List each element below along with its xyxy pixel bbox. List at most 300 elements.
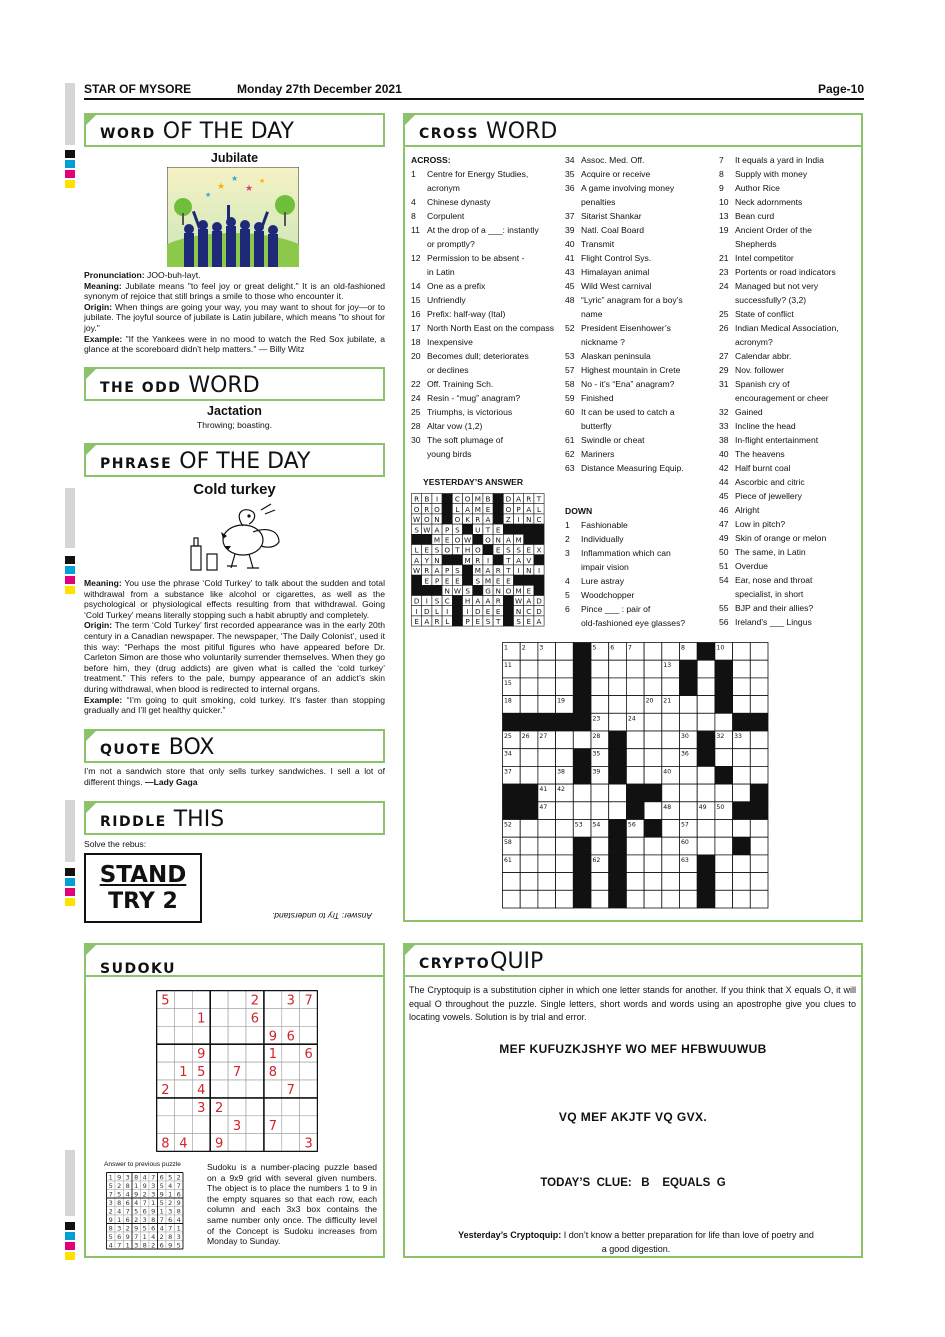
clue-text: Mariners (581, 449, 615, 459)
black-square (573, 713, 591, 731)
clue (565, 265, 649, 279)
clue-text: or promptly? (427, 239, 475, 249)
answer-letter: E (455, 576, 460, 586)
answer-letter: A (485, 566, 491, 576)
clue (565, 574, 624, 588)
sudoku-cell (174, 1008, 192, 1026)
grid-cell (750, 873, 768, 891)
grid-cell (662, 749, 680, 767)
answer-letter: T (455, 545, 460, 555)
prev-digit: 4 (151, 1232, 156, 1241)
grid-cell (733, 820, 751, 838)
label: Origin: (84, 620, 113, 631)
svg-text:★: ★ (259, 177, 266, 185)
black-square (573, 696, 591, 714)
sudoku-digit: 3 (197, 1100, 206, 1116)
answer-letter: M (464, 555, 471, 565)
sudoku-digit: 1 (179, 1065, 188, 1081)
prev-digit: 2 (176, 1173, 181, 1182)
clue-number: 1 (411, 169, 416, 179)
reg-yellow (65, 1252, 75, 1260)
black-square (463, 565, 473, 575)
answer-letter: L (455, 504, 460, 514)
prev-digit: 9 (134, 1224, 139, 1233)
clue-text: President Eisenhower’s (581, 323, 671, 333)
clue (719, 405, 763, 419)
clue (411, 433, 503, 447)
clue-text: Triumphs, is victorious (427, 407, 513, 417)
clue (719, 223, 812, 237)
grid-cell (644, 802, 662, 820)
black-square (573, 873, 591, 891)
grid-cell (609, 660, 627, 678)
clue-text: young birds (427, 449, 472, 459)
prev-digit: 1 (176, 1224, 181, 1233)
grid-number: 47 (539, 803, 548, 811)
black-square (442, 555, 452, 565)
reg-black (65, 1222, 75, 1230)
margin-bar (65, 1150, 75, 1216)
sudoku-cell (210, 1062, 228, 1080)
clue-number: 19 (719, 225, 729, 235)
grid-cell (662, 890, 680, 908)
answer-letter: N (526, 515, 532, 525)
clue-number: 18 (411, 337, 421, 347)
grid-cell (715, 820, 733, 838)
grid-cell (644, 873, 662, 891)
masthead (84, 80, 864, 100)
clue-number: 29 (719, 365, 729, 375)
clue-text: Off. Training Sch. (427, 379, 494, 389)
sudoku-digit: 4 (179, 1136, 188, 1152)
clue (565, 167, 650, 181)
black-square (697, 873, 715, 891)
clue-text: Finished (581, 393, 614, 403)
clue-number: 37 (565, 211, 575, 221)
clue-text: Alaskan peninsula (581, 351, 651, 361)
clue-number: 48 (565, 295, 575, 305)
prev-digit: 9 (159, 1190, 164, 1199)
answer-letter: A (434, 566, 440, 576)
answer-letter: S (485, 617, 491, 627)
answer-letter: T (506, 555, 511, 565)
clue (411, 405, 512, 419)
prev-digit: 8 (176, 1207, 181, 1216)
prev-digit: 9 (176, 1198, 181, 1207)
yesterday-solution: I don’t know a better preparation for life than love of poetry and a good digestion. (561, 1230, 814, 1254)
grid-cell (538, 820, 556, 838)
clue-text: Altar vow (1,2) (427, 421, 483, 431)
grid-cell (750, 749, 768, 767)
black-square (493, 514, 503, 524)
grid-number: 2 (521, 644, 526, 652)
black-square (452, 606, 462, 616)
clue-number: 25 (411, 407, 421, 417)
grid-number: 12 (574, 662, 583, 670)
answer-letter: I (517, 515, 520, 525)
answer-letter: P (445, 566, 450, 576)
grid-cell (715, 837, 733, 855)
heading-big: OF THE DAY (179, 449, 311, 474)
clue (565, 391, 613, 405)
grid-number: 17 (681, 679, 689, 687)
answer-letter: M (474, 494, 481, 504)
black-square (534, 524, 544, 534)
answer-letter: A (505, 535, 511, 545)
heading-small: CROSS (419, 126, 479, 142)
answer-letter: R (424, 504, 430, 514)
clue-text: Intel competitor (735, 253, 794, 263)
grid-cell (680, 784, 698, 802)
grid-number: 33 (734, 733, 742, 740)
clue-text: Skin of orange or melon (735, 533, 827, 543)
prev-digit: 2 (108, 1207, 113, 1216)
grid-cell (573, 802, 591, 820)
answer-letter: L (536, 504, 542, 514)
answer-letter: N (434, 555, 440, 565)
grid-cell (662, 713, 680, 731)
black-square (626, 802, 644, 820)
answer-letter: E (506, 576, 511, 586)
grid-cell (733, 660, 751, 678)
answer-letter: E (485, 504, 491, 514)
sudoku-digit: 2 (215, 1100, 224, 1116)
grid-cell (520, 766, 538, 784)
clue-text: Wild West carnival (581, 281, 652, 291)
clue-text: Incline the head (735, 421, 796, 431)
clue-text: In-flight entertainment (735, 435, 819, 445)
sudoku-cell (300, 1080, 318, 1098)
answer-letter: O (474, 545, 481, 555)
clue-text: It can be used to catch a (581, 407, 675, 417)
grid-cell (662, 837, 680, 855)
clue (411, 223, 539, 237)
grid-cell (573, 731, 591, 749)
grid-cell (750, 678, 768, 696)
paper-name: STAR OF MYSORE (84, 82, 192, 96)
clue-text: Centre for Energy Studies, (427, 169, 529, 179)
margin-bar (65, 83, 75, 145)
prev-digit: 3 (125, 1173, 130, 1182)
prev-digit: 6 (176, 1190, 181, 1199)
grid-cell (556, 802, 574, 820)
grid-cell (680, 890, 698, 908)
sudoku-cell (264, 1098, 282, 1116)
clue-number: 27 (719, 351, 729, 361)
answer-letter: E (444, 535, 450, 545)
label: Example: (84, 694, 123, 705)
sudoku-cell (174, 1026, 192, 1044)
answer-letter: W (515, 596, 523, 606)
answer-letter: A (434, 525, 440, 535)
heading-small: CRYPTO (419, 956, 491, 972)
black-square (573, 766, 591, 784)
clue-text: Ear, nose and throat (735, 575, 813, 585)
clue (719, 307, 794, 321)
clue-text: Becomes dull; deteriorates (427, 351, 529, 361)
grid-cell (626, 731, 644, 749)
answer-letter: R (424, 566, 430, 576)
example: “I’m going to quit smoking, cold turkey. It’s faster than stopping gradually and I’ll get healthy quicker.” (84, 694, 385, 716)
word-of-day-text (84, 270, 385, 355)
prev-digit: 4 (108, 1241, 113, 1250)
answer-letter: E (526, 586, 532, 596)
answer-letter: U (475, 525, 481, 535)
grid-number: 1 (504, 644, 508, 652)
black-square (473, 585, 483, 595)
answer-letter: R (475, 515, 481, 525)
sudoku-digit: 3 (304, 1136, 313, 1152)
answer-letter: N (526, 566, 532, 576)
clue (565, 419, 612, 433)
black-square (534, 534, 544, 544)
prev-digit: 3 (108, 1198, 113, 1207)
grid-number: 27 (539, 733, 548, 740)
sudoku-cell (246, 1026, 264, 1044)
clue-number: 62 (565, 449, 575, 459)
sudoku-digit: 1 (268, 1047, 277, 1063)
clue-number: 45 (719, 491, 729, 501)
answer-letter: W (413, 515, 421, 525)
clue-text: Pince ___ : pair of (581, 604, 651, 614)
sudoku-digit: 9 (268, 1029, 277, 1045)
grid-cell (680, 766, 698, 784)
grid-cell (733, 855, 751, 873)
prev-digit: 2 (134, 1215, 139, 1224)
grid-cell (715, 749, 733, 767)
previous-answer-label: Answer to previous puzzle (104, 1161, 181, 1168)
prev-digit: 7 (142, 1198, 147, 1207)
clue (565, 335, 625, 349)
prev-digit: 8 (125, 1181, 130, 1190)
reg-cyan (65, 878, 75, 886)
heading-big: WORD (486, 119, 558, 144)
prev-digit: 5 (176, 1241, 181, 1250)
answer-letter: S (455, 525, 460, 535)
grid-cell (556, 678, 574, 696)
clue-text: Ancient Order of the (735, 225, 812, 235)
grid-cell (503, 873, 521, 891)
clue-text: Flight Control Sys. (581, 253, 652, 263)
grid-number: 7 (627, 644, 632, 652)
grid-cell (644, 855, 662, 873)
clue-text: name (581, 309, 603, 319)
quote: I’m not a sandwich store that only sells turkey sandwiches. I sell a lot of different things. (84, 766, 385, 787)
answer-letter: S (516, 617, 521, 627)
prev-digit: 5 (142, 1224, 147, 1233)
prev-digit: 6 (159, 1241, 164, 1250)
clue-text: “Lyric” anagram for a boy’s (581, 295, 683, 305)
prev-digit: 7 (151, 1173, 156, 1182)
grid-number: 58 (504, 839, 512, 847)
quote-header (84, 729, 385, 763)
clue (719, 531, 826, 545)
clue-text: Nov. follower (735, 365, 785, 375)
clue-text: Permission to be absent - (427, 253, 525, 263)
clue-text: Distance Measuring Equip. (581, 463, 684, 473)
clue-text: Acquire or receive (581, 169, 651, 179)
clue (565, 532, 624, 546)
clue (411, 391, 520, 405)
clue-number: 59 (565, 393, 575, 403)
clue (565, 616, 685, 630)
clue-number: 43 (565, 267, 575, 277)
sudoku-cell (264, 991, 282, 1009)
jubilate-illustration (167, 167, 299, 267)
black-square (514, 524, 524, 534)
clue-number: 16 (411, 309, 421, 319)
clue (565, 546, 671, 560)
sudoku-cell (264, 1080, 282, 1098)
prev-digit: 2 (151, 1241, 156, 1250)
black-square (463, 575, 473, 585)
prev-digit: 1 (134, 1181, 139, 1190)
grid-number: 21 (663, 697, 672, 705)
clue-number: 4 (411, 197, 416, 207)
clue-number: 39 (565, 225, 575, 235)
black-square (609, 766, 627, 784)
example: "If the Yankees were in no mood to watch the Red Sox jubilate, a glance at the scoreboard didn't help matters." — Billy Witz (84, 333, 385, 355)
sudoku-cell (228, 1080, 246, 1098)
grid-number: 22 (557, 715, 565, 723)
grid-cell (697, 696, 715, 714)
clue (719, 293, 806, 307)
clue-text: State of conflict (735, 309, 794, 319)
clue (719, 419, 796, 433)
clue (719, 153, 824, 167)
clue-text: in Latin (427, 267, 455, 277)
answer-letter: M (474, 504, 481, 514)
clue-number: 49 (719, 533, 729, 543)
sudoku-cell (282, 1044, 300, 1062)
black-square (573, 890, 591, 908)
answer-letter: T (536, 494, 542, 504)
grid-cell (538, 696, 556, 714)
sudoku-cell (157, 1008, 175, 1026)
heading-big: OF THE DAY (162, 119, 294, 144)
margin-bar (65, 800, 75, 862)
grid-cell (750, 766, 768, 784)
answer-letter: L (414, 545, 419, 555)
cipher-line-2: VQ MEF AKJTF VQ GVX. (558, 1110, 708, 1124)
prev-digit: 6 (168, 1215, 173, 1224)
answer-letter: M (515, 535, 522, 545)
sudoku-cell (246, 1080, 264, 1098)
answer-letter: S (465, 586, 470, 596)
black-square (524, 534, 534, 544)
grid-cell (538, 766, 556, 784)
issue-date: Monday 27th December 2021 (237, 82, 402, 96)
answer-letter: R (475, 555, 481, 565)
black-square (422, 585, 432, 595)
prev-digit: 5 (159, 1198, 164, 1207)
prev-digit: 2 (142, 1190, 147, 1199)
answer-letter: S (414, 525, 419, 535)
prev-digit: 2 (168, 1198, 173, 1207)
clue (719, 489, 802, 503)
sudoku-digit: 8 (268, 1065, 277, 1081)
grid-cell (520, 678, 538, 696)
grid-cell (626, 660, 644, 678)
prev-digit: 1 (108, 1173, 113, 1182)
answer-letter: S (434, 545, 440, 555)
svg-text:★: ★ (217, 182, 226, 192)
clue (565, 363, 680, 377)
grid-number: 5 (592, 644, 597, 652)
grid-cell (503, 890, 521, 908)
grid-cell (520, 855, 538, 873)
answer-letter: S (434, 596, 440, 606)
prev-digit: 4 (176, 1215, 181, 1224)
clue-text: Woodchopper (581, 590, 635, 600)
grid-cell (520, 660, 538, 678)
grid-number: 37 (504, 768, 512, 776)
clue-text: Piece of jewellery (735, 491, 802, 501)
grid-cell (644, 749, 662, 767)
clue-text: Unfriendly (427, 295, 466, 305)
prev-digit: 3 (168, 1207, 173, 1216)
answer-letter: O (485, 535, 491, 545)
clue-number: 46 (719, 505, 729, 515)
clue-number: 1 (565, 520, 570, 530)
grid-cell (591, 660, 609, 678)
answer-letter: P (516, 504, 521, 514)
answer-letter: A (465, 504, 471, 514)
grid-cell (662, 820, 680, 838)
grid-cell (662, 855, 680, 873)
black-square (609, 749, 627, 767)
clue-text: acronym? (735, 337, 773, 347)
clue-number: 13 (719, 211, 729, 221)
clue-text: Inflammation which can (581, 548, 671, 558)
prev-digit: 5 (168, 1173, 173, 1182)
clue (411, 321, 554, 335)
grid-cell (750, 837, 768, 855)
black-square (750, 802, 768, 820)
answer-letter: T (485, 525, 491, 535)
clue-text: penalties (581, 197, 616, 207)
clue-number: 58 (565, 379, 575, 389)
heading-big: QUIP (490, 949, 544, 974)
clue-number: 2 (565, 534, 570, 544)
clue-number: 31 (719, 379, 729, 389)
sudoku-cell (174, 1116, 192, 1134)
grid-cell (644, 678, 662, 696)
phrase-header (84, 443, 385, 477)
clue (719, 545, 806, 559)
grid-number: 8 (681, 644, 685, 652)
clue-number: 14 (411, 281, 421, 291)
grid-cell (644, 837, 662, 855)
clue (411, 419, 482, 433)
prev-digit: 8 (108, 1224, 113, 1233)
grid-number: 32 (716, 733, 725, 740)
clue (565, 349, 651, 363)
sudoku-cell (282, 1116, 300, 1134)
reg-cyan (65, 160, 75, 168)
prev-digit: 4 (125, 1190, 130, 1199)
clue (411, 307, 505, 321)
answer-letter: W (464, 535, 472, 545)
prev-digit: 9 (134, 1190, 139, 1199)
answer-letter: I (446, 606, 449, 616)
grid-number: 41 (539, 786, 548, 794)
black-square (644, 820, 662, 838)
clue-text: No - it’s “Ena” anagram? (581, 379, 675, 389)
clue (411, 251, 524, 265)
black-square (493, 555, 503, 565)
clue-number: 35 (565, 169, 575, 179)
